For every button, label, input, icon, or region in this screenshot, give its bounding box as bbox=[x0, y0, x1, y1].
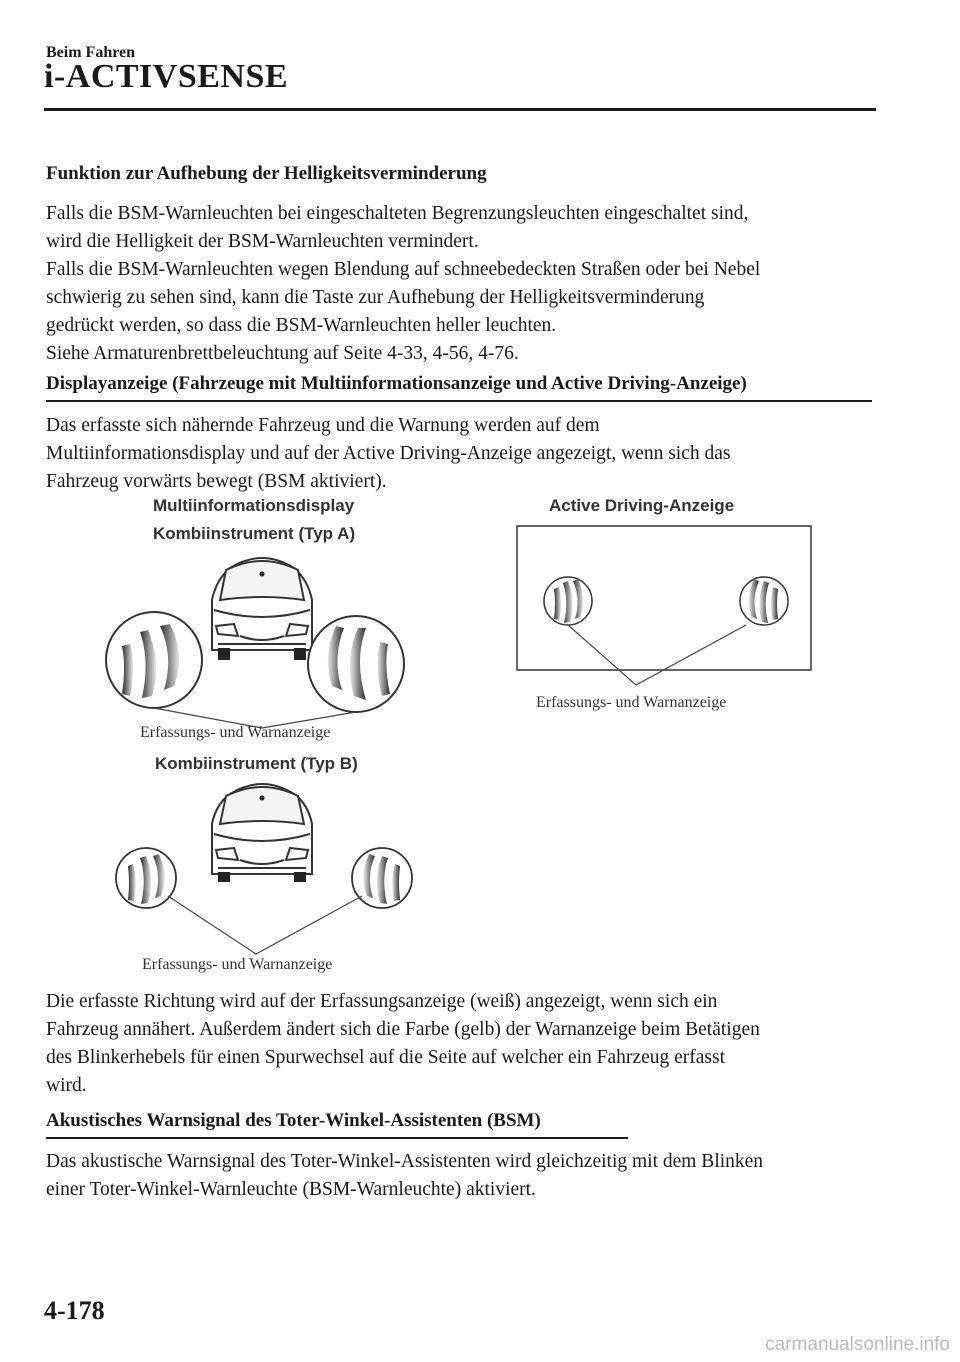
text-line: schwierig zu sehen sind, kann die Taste zur Aufhebung der Helligkeitsverminderung bbox=[46, 287, 705, 308]
header-rule bbox=[44, 108, 876, 111]
text-line: einer Toter-Winkel-Warnleuchte (BSM-Warnleuchte) aktiviert. bbox=[46, 1179, 536, 1200]
typ-b-illustration bbox=[100, 770, 430, 960]
text-line: Fahrzeug vorwärts bewegt (BSM aktiviert). bbox=[46, 471, 387, 492]
text-line: Falls die BSM-Warnleuchten bei eingeschalteten Begrenzungsleuchten eingeschaltet sind, bbox=[46, 203, 749, 224]
heading-underline bbox=[46, 1137, 628, 1139]
car-rear-icon bbox=[212, 784, 312, 882]
left-typb-indicator bbox=[116, 848, 176, 908]
left-active-indicator bbox=[544, 577, 592, 625]
text-line: wird die Helligkeit der BSM-Warnleuchten vermindert. bbox=[46, 231, 479, 252]
text-line: Multiinformationsdisplay und auf der Active Driving-Anzeige angezeigt, wenn sich das bbox=[46, 443, 731, 464]
right-active-indicator bbox=[740, 577, 788, 625]
caption-typ-a: Erfassungs- und Warnanzeige bbox=[140, 724, 331, 741]
paragraph-direction bbox=[46, 988, 876, 1100]
heading-display: Displayanzeige (Fahrzeuge mit Multiinformationsanzeige und Active Driving-Anzeige) bbox=[46, 373, 747, 394]
label-typ-a: Kombiinstrument (Typ A) bbox=[153, 524, 356, 543]
left-indicator-circle bbox=[106, 612, 202, 708]
paragraph-acoustic bbox=[46, 1148, 876, 1204]
text-line: Fahrzeug annähert. Außerdem ändert sich die Farbe (gelb) der Warnanzeige beim Betätigen bbox=[46, 1019, 760, 1040]
heading-acoustic: Akustisches Warnsignal des Toter-Winkel-Assistenten (BSM) bbox=[46, 1110, 541, 1131]
text-line: wird. bbox=[46, 1075, 87, 1096]
right-typb-indicator bbox=[352, 848, 412, 908]
watermark: carmanualsonline.info bbox=[765, 1334, 950, 1355]
active-driving-illustration bbox=[516, 525, 812, 671]
paragraph-brightness bbox=[46, 200, 876, 368]
text-line: Das erfasste sich nähernde Fahrzeug und die Warnung werden auf dem bbox=[46, 415, 600, 436]
text-line: Siehe Armaturenbrettbeleuchtung auf Seite 4-33, 4-56, 4-76. bbox=[46, 343, 519, 364]
chapter-title: i-ACTIVSENSE bbox=[44, 58, 289, 95]
text-line: des Blinkerhebels für einen Spurwechsel auf die Seite auf welcher ein Fahrzeug erfasst bbox=[46, 1047, 725, 1068]
label-active-driving: Active Driving-Anzeige bbox=[549, 496, 735, 515]
page-number: 4-178 bbox=[44, 1296, 105, 1325]
caption-active: Erfassungs- und Warnanzeige bbox=[536, 694, 727, 711]
text-line: Das akustische Warnsignal des Toter-Winkel-Assistenten wird gleichzeitig mit dem Blinken bbox=[46, 1151, 764, 1172]
section-label: Beim Fahren bbox=[46, 44, 136, 61]
text-line: Falls die BSM-Warnleuchten wegen Blendung auf schneebedeckten Straßen oder bei Nebel bbox=[46, 259, 761, 280]
paragraph-display bbox=[46, 412, 876, 496]
label-typ-b: Kombiinstrument (Typ B) bbox=[155, 754, 358, 773]
label-multiinformationsdisplay: Multiinformationsdisplay bbox=[153, 496, 355, 515]
typ-a-illustration bbox=[100, 540, 460, 740]
text-line: Die erfasste Richtung wird auf der Erfassungsanzeige (weiß) angezeigt, wenn sich ein bbox=[46, 991, 718, 1012]
heading-brightness-cancel: Funktion zur Aufhebung der Helligkeitsverminderung bbox=[46, 163, 487, 184]
right-indicator-circle bbox=[308, 616, 404, 712]
car-rear-icon bbox=[212, 558, 312, 660]
heading-underline bbox=[46, 400, 872, 402]
text-line: gedrückt werden, so dass die BSM-Warnleuchten heller leuchten. bbox=[46, 315, 557, 336]
caption-typ-b: Erfassungs- und Warnanzeige bbox=[142, 956, 333, 973]
